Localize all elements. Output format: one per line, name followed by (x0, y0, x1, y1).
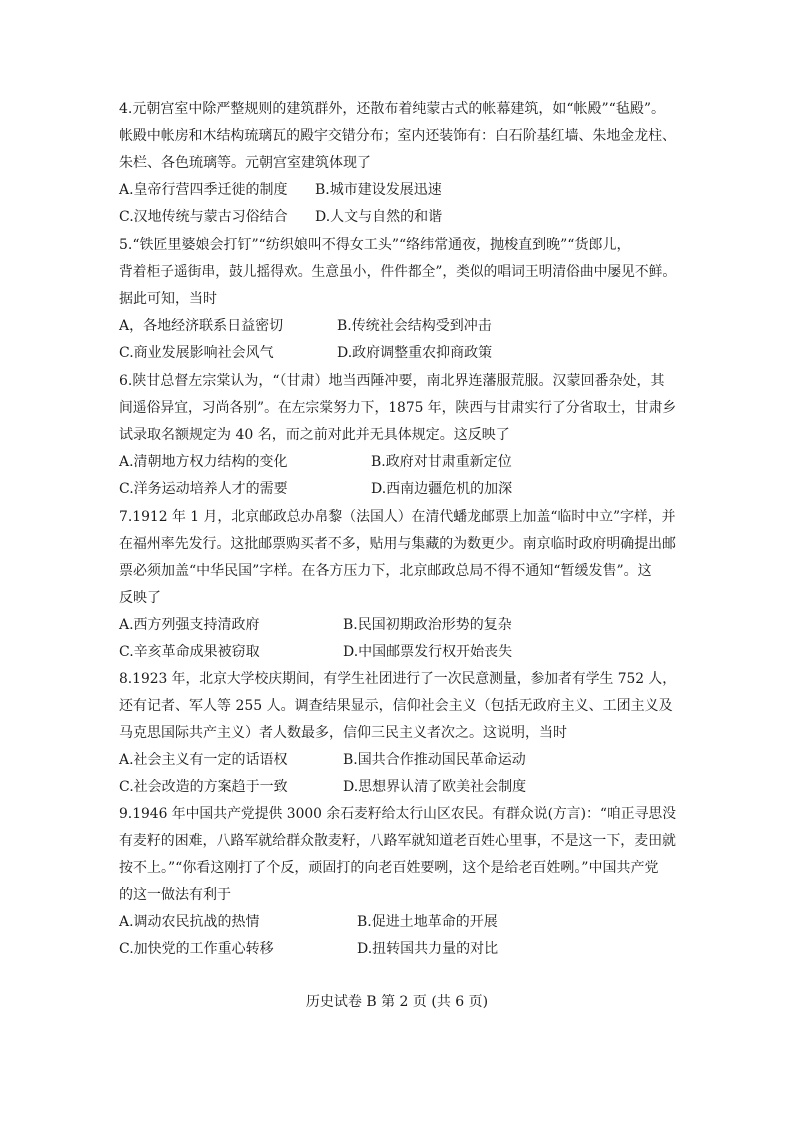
question-text-line: 背着柜子遥街串，鼓儿摇得欢。生意虽小，件件都全”，类似的唱词王明清俗曲中屡见不鲜。 (119, 264, 677, 280)
option-b: B.传统社会结构受到冲击 (337, 318, 492, 334)
option-a: A.西方列强支持清政府 (119, 617, 260, 633)
question-text-line: 5.“铁匠里婆娘会打钉”“纺织娘叫不得女工头”“络纬常通夜，抛梭直到晚”“货郎儿， (119, 237, 631, 253)
question-text-line: 的这一做法有利于 (119, 887, 231, 903)
option-d: D.扭转国共力量的对比 (357, 941, 499, 957)
option-c: C.加快党的工作重心转移 (119, 941, 274, 957)
option-c: C.商业发展影响社会风气 (119, 345, 274, 361)
question-text-line: 试录取名额规定为 40 名，而之前对此并无具体规定。这反映了 (119, 427, 510, 443)
option-a: A，各地经济联系日益密切 (119, 318, 284, 334)
question-text-line: 帐殿中帐房和木结构琉璃瓦的殿宇交错分布；室内还装饰有：白石阶基红墙、朱地金龙柱、 (119, 128, 676, 144)
question-text-line: 按不上。”“你看这刚打了个反，顽固打的向老百姓要咧，这个是给老百姓咧。”中国共产党 (119, 860, 659, 876)
option-b: B.国共合作推动国民革命运动 (343, 752, 526, 768)
question-text-line: 有麦籽的困难，八路军就给群众散麦籽，八路军就知道老百姓心里事，不是这一下，麦田就 (119, 833, 676, 849)
option-d: D.人文与自然的和谐 (315, 209, 443, 225)
question-text-line: 间遥俗异宜，习尚各别”。在左宗棠努力下，1875 年，陕西与甘肃实行了分省取士，甘肃乡 (119, 400, 677, 416)
question-text-line: 8.1923 年，北京大学校庆期间，有学生社团进行了一次民意测量，参加者有学生 752 人， (119, 671, 677, 687)
option-d: D.中国邮票发行权开始丧失 (343, 644, 513, 660)
option-d: D.西南边疆危机的加深 (371, 481, 513, 497)
option-d: D.政府调整重农抑商政策 (337, 345, 493, 361)
question-text-line: 票必须加盖“中华民国”字样。在各方压力下，北京邮政总局不得不通知“暂缓发售”。这 (119, 563, 652, 579)
question-text-line: 还有记者、军人等 255 人。调查结果显示，信仰社会主义（包括无政府主义、工团主义及 (119, 698, 673, 714)
option-d: D.思想界认清了欧美社会制度 (343, 779, 527, 795)
question-text-line: 据此可知，当时 (119, 291, 217, 307)
option-a: A.调动农民抗战的热情 (119, 914, 260, 930)
question-text-line: 6.陕甘总督左宗棠认为，“（甘肃）地当西陲冲要，南北界连藩服荒服。汉蒙回番杂处，其 (119, 373, 665, 389)
question-text-line: 朱栏、各色琉璃等。元朝宫室建筑体现了 (119, 155, 371, 171)
option-a: A.皇帝行营四季迁徙的制度 (119, 182, 288, 198)
question-text-line: 9.1946 年中国共产党提供 3000 余石麦籽给太行山区农民。有群众说(方言)：“咱正寻思没 (119, 806, 677, 822)
option-b: B.民国初期政治形势的复杂 (343, 617, 512, 633)
page-footer: 历史试卷 B 第 2 页 (共 6 页) (305, 994, 489, 1010)
option-b: B.城市建设发展迅速 (315, 182, 442, 198)
option-a: A.清朝地方权力结构的变化 (119, 454, 288, 470)
question-text-line: 7.1912 年 1 月，北京邮政总办帛黎（法国人）在清代蟠龙邮票上加盖“临时中立”字样，并 (119, 509, 676, 525)
option-c: C.辛亥革命成果被窃取 (119, 644, 260, 660)
option-a: A.社会主义有一定的话语权 (119, 752, 288, 768)
option-b: B.政府对甘肃重新定位 (371, 454, 512, 470)
question-text-line: 4.元朝宫室中除严整规则的建筑群外，还散布着纯蒙古式的帐幕建筑，如“帐殿”“毡殿”。 (119, 101, 665, 117)
option-c: C.洋务运动培养人才的需要 (119, 481, 288, 497)
question-text-line: 马克思国际共产主义）者人数最多，信仰三民主义者次之。这说明，当时 (119, 725, 567, 741)
question-text-line: 反映了 (119, 590, 161, 606)
option-b: B.促进土地革命的开展 (357, 914, 498, 930)
option-c: C.社会改造的方案趋于一致 (119, 779, 288, 795)
question-text-line: 在福州率先发行。这批邮票购买者不多，贴用与集藏的为数更少。南京临时政府明确提出邮 (119, 536, 676, 552)
option-c: C.汉地传统与蒙古习俗结合 (119, 209, 288, 225)
